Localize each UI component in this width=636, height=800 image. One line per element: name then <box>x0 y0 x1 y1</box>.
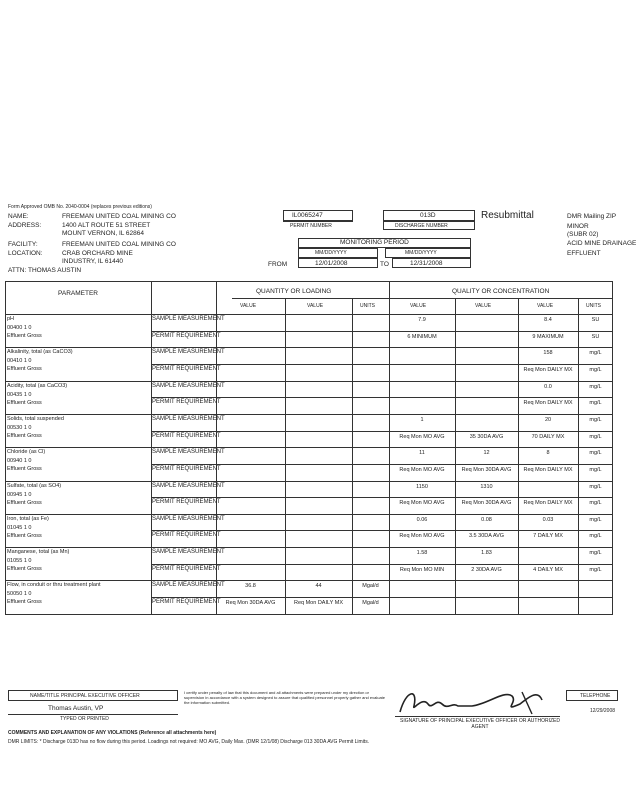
permit-requirement-label: PERMIT REQUIREMENT <box>152 365 221 372</box>
permit-requirement-label: PERMIT REQUIREMENT <box>152 532 221 539</box>
permit-value[interactable]: 70 DAILY MX <box>531 433 565 440</box>
permit-value[interactable]: 35 30DA AVG <box>469 433 504 440</box>
parameter-code: 01055 1 0 <box>7 558 32 565</box>
permit-requirement-label: PERMIT REQUIREMENT <box>152 565 221 572</box>
form-note: Form Approved OMB No. 2040-0004 (replaces previous editions) <box>8 204 152 210</box>
sample-measurement-label: SAMPLE MEASUREMENT <box>152 449 225 456</box>
sample-measurement-label: SAMPLE MEASUREMENT <box>152 349 225 356</box>
permit-requirement-label: PERMIT REQUIREMENT <box>152 599 221 606</box>
signature-label: SIGNATURE OF PRINCIPAL EXECUTIVE OFFICER OR AUTHORIZED AGENT <box>400 718 560 730</box>
header-value-c1: VALUE <box>410 303 427 309</box>
sample-value[interactable]: 8 <box>546 450 550 457</box>
permit-value[interactable]: 3.5 30DA AVG <box>468 533 505 540</box>
parameter-location: Effluent Gross <box>7 366 42 373</box>
permit-value[interactable]: Req Mon DAILY MX <box>523 500 573 507</box>
header-units-c: UNITS <box>586 303 601 309</box>
attn-line: ATTN: THOMAS AUSTIN <box>8 267 82 274</box>
sample-value[interactable]: mg/L <box>589 450 602 457</box>
sample-value[interactable]: 8.4 <box>544 317 552 323</box>
discharge-number: 013D <box>420 212 436 219</box>
parameter-code: 01045 1 0 <box>7 524 32 531</box>
permit-value[interactable]: Req Mon MO AVG <box>399 533 445 540</box>
permit-value[interactable]: 9 MAXIMUM <box>532 333 564 340</box>
sample-value[interactable]: 36.8 <box>245 583 256 590</box>
resubmittal-label: Resubmittal <box>481 210 534 221</box>
parameter-name: Iron, total (as Fe) <box>7 515 49 522</box>
right-info-3: (SUBR 02) <box>567 231 599 238</box>
permit-value[interactable]: 6 MINIMUM <box>407 333 437 340</box>
header-value-q1: VALUE <box>240 303 257 309</box>
parameter-location: Effluent Gross <box>7 466 42 473</box>
parameter-name: Acidity, total (as CaCO3) <box>7 382 68 389</box>
footnote: DMR LIMITS: * Discharge 013D has no flow during this period. Loadings not required: MO AVG, Daily Max. (DMR 12/1/08) Discharge 013 30DA AVG Permit Limits. <box>8 739 370 745</box>
right-info-1: DMR Mailing ZIP <box>567 213 617 220</box>
parameter-name: Sulfate, total (as SO4) <box>7 482 62 489</box>
sample-value[interactable]: 0.08 <box>481 516 492 523</box>
header-parameter: PARAMETER <box>58 290 98 297</box>
permit-value[interactable]: Req Mon MO MIN <box>399 566 445 573</box>
permit-requirement-label: PERMIT REQUIREMENT <box>152 399 221 406</box>
sample-value[interactable]: 1 <box>420 416 424 423</box>
right-info-2: MINOR <box>567 223 589 230</box>
date-value: 12/29/2008 <box>590 708 616 714</box>
parameter-location: Effluent Gross <box>7 566 42 573</box>
sample-measurement-label: SAMPLE MEASUREMENT <box>152 415 225 422</box>
permit-value[interactable]: mg/L <box>589 433 602 440</box>
sample-value[interactable]: mg/L <box>589 516 602 523</box>
parameter-location: Effluent Gross <box>7 532 42 539</box>
name-label: NAME: <box>8 213 29 220</box>
certification-text: I certify under penalty of law that this document and all attachments were prepared under my direction or supervision in accordance with a system designed to assure that qualified personnel properly gather and evaluate the information submitted. <box>184 690 386 705</box>
right-info-5: EFFLUENT <box>567 250 601 257</box>
parameter-code: 00940 1 0 <box>7 458 32 465</box>
permit-value[interactable]: Req Mon 30DA AVG <box>461 466 512 473</box>
header-units-q: UNITS <box>360 303 375 309</box>
sample-value[interactable]: 1150 <box>416 483 428 490</box>
header-quality: QUALITY OR CONCENTRATION <box>452 288 550 295</box>
address-line1: 1400 ALT ROUTE 51 STREET <box>62 222 151 229</box>
parameter-code: 00400 1 0 <box>7 325 32 331</box>
sample-value[interactable]: 11 <box>419 450 425 457</box>
sample-measurement-label: SAMPLE MEASUREMENT <box>152 482 225 489</box>
address-line2: MOUNT VERNON, IL 62864 <box>62 230 144 237</box>
permit-value[interactable]: Req Mon 30DA AVG <box>461 500 512 507</box>
name-value: FREEMAN UNITED COAL MINING CO <box>62 213 176 220</box>
sample-value[interactable]: mg/L <box>589 483 602 490</box>
sample-value[interactable]: 44 <box>315 583 322 590</box>
header-value-c3: VALUE <box>537 303 554 309</box>
facility-label: FACILITY: <box>8 241 38 248</box>
comments-label: COMMENTS AND EXPLANATION OF ANY VIOLATIONS (Reference all attachments here) <box>8 730 217 736</box>
permit-value[interactable]: mg/L <box>589 466 602 473</box>
location-label: LOCATION: <box>8 250 43 257</box>
sample-value[interactable]: mg/L <box>589 350 602 357</box>
telephone-label: TELEPHONE <box>580 693 611 699</box>
permit-value[interactable]: 4 DAILY MX <box>533 566 563 573</box>
permit-value[interactable]: Req Mon DAILY MX <box>293 600 343 607</box>
permit-value[interactable]: mg/L <box>589 566 602 573</box>
permit-number: IL0065247 <box>292 212 323 219</box>
permit-value[interactable]: Req Mon DAILY MX <box>523 366 573 373</box>
sample-value[interactable]: 7.9 <box>418 317 426 323</box>
permit-value[interactable]: Req Mon DAILY MX <box>523 466 573 473</box>
sample-measurement-label: SAMPLE MEASUREMENT <box>152 515 225 522</box>
parameter-code: 00435 1 0 <box>7 391 32 398</box>
sample-value[interactable]: 1310 <box>480 483 493 490</box>
sample-measurement-label: SAMPLE MEASUREMENT <box>152 549 225 556</box>
parameter-name: Flow, in conduit or thru treatment plant <box>7 582 101 589</box>
from-format: MM/DD/YYYY <box>315 250 347 256</box>
sample-value[interactable]: 1.58 <box>416 550 428 557</box>
officer-label: NAME/TITLE PRINCIPAL EXECUTIVE OFFICER <box>30 693 140 699</box>
permit-value[interactable]: mg/L <box>589 400 602 407</box>
location-line1: CRAB ORCHARD MINE <box>62 250 133 257</box>
officer-name: Thomas Austin, VP <box>48 705 104 712</box>
to-label: TO <box>380 261 389 268</box>
location-line2: INDUSTRY, IL 61440 <box>62 258 123 265</box>
permit-value[interactable]: mg/L <box>589 366 602 373</box>
sample-value[interactable]: 12 <box>483 450 490 457</box>
parameter-location: Effluent Gross <box>7 399 42 406</box>
sample-measurement-label: SAMPLE MEASUREMENT <box>152 316 225 322</box>
permit-value[interactable]: Req Mon MO AVG <box>399 500 445 507</box>
sample-value[interactable]: Mgal/d <box>362 583 379 590</box>
parameter-name: Chloride (as Cl) <box>7 449 46 456</box>
discharge-number-label: DISCHARGE NUMBER <box>395 223 448 229</box>
permit-value[interactable]: Req Mon 30DA AVG <box>225 600 276 607</box>
from-date: 12/01/2008 <box>315 260 348 267</box>
sample-value[interactable]: 20 <box>544 416 552 423</box>
permit-value[interactable]: mg/L <box>589 533 602 540</box>
typed-label: TYPED OR PRINTED <box>60 716 109 722</box>
permit-value[interactable]: Mgal/d <box>362 600 379 607</box>
to-format: MM/DD/YYYY <box>405 250 437 256</box>
sample-value[interactable]: 0.06 <box>416 516 428 523</box>
header-value-q2: VALUE <box>307 303 324 309</box>
sample-value[interactable]: 0.0 <box>544 383 552 390</box>
permit-value[interactable]: Req Mon DAILY MX <box>523 400 573 407</box>
parameter-location: Effluent Gross <box>7 333 42 339</box>
parameter-location: Effluent Gross <box>7 432 42 439</box>
parameter-code: 00945 1 0 <box>7 491 32 498</box>
permit-value[interactable]: mg/L <box>589 500 602 507</box>
permit-value[interactable]: Req Mon MO AVG <box>399 466 445 473</box>
sample-value[interactable]: mg/L <box>589 550 602 557</box>
sample-value[interactable]: 0.03 <box>542 516 554 523</box>
permit-value[interactable]: 7 DAILY MX <box>533 533 563 540</box>
permit-requirement-label: PERMIT REQUIREMENT <box>152 332 221 339</box>
permit-requirement-label: PERMIT REQUIREMENT <box>152 499 221 506</box>
sample-value[interactable]: mg/L <box>589 416 602 423</box>
permit-requirement-label: PERMIT REQUIREMENT <box>152 432 221 439</box>
parameter-code: 00530 1 0 <box>7 424 32 431</box>
to-date: 12/31/2008 <box>410 260 443 267</box>
right-info-4: ACID MINE DRAINAGE <box>567 240 636 247</box>
monitoring-period-label: MONITORING PERIOD <box>340 239 409 246</box>
sample-value[interactable]: 158 <box>543 350 553 357</box>
permit-value[interactable]: Req Mon MO AVG <box>399 433 445 440</box>
parameter-name: pH <box>7 316 15 322</box>
sample-value[interactable]: 1.83 <box>481 550 492 557</box>
permit-number-label: PERMIT NUMBER <box>290 223 332 229</box>
from-label: FROM <box>268 261 288 268</box>
parameter-location: Effluent Gross <box>7 599 42 606</box>
header-value-c2: VALUE <box>475 303 492 309</box>
permit-value[interactable]: 2 30DA AVG <box>471 566 502 573</box>
sample-value[interactable]: SU <box>591 317 600 323</box>
parameter-name: Solids, total suspended <box>7 415 64 422</box>
permit-requirement-label: PERMIT REQUIREMENT <box>152 465 221 472</box>
facility-value: FREEMAN UNITED COAL MINING CO <box>62 241 176 248</box>
signature-image <box>392 686 562 716</box>
parameter-name: Manganese, total (as Mn) <box>7 549 70 556</box>
parameter-code: 50050 1 0 <box>7 591 32 598</box>
sample-value[interactable]: mg/L <box>589 383 602 390</box>
permit-value[interactable]: SU <box>591 333 600 340</box>
address-label: ADDRESS: <box>8 222 42 229</box>
parameter-location: Effluent Gross <box>7 499 42 506</box>
sample-measurement-label: SAMPLE MEASUREMENT <box>152 582 225 589</box>
sample-measurement-label: SAMPLE MEASUREMENT <box>152 382 225 389</box>
header-quantity: QUANTITY OR LOADING <box>256 288 332 295</box>
parameter-name: Alkalinity, total (as CaCO3) <box>7 349 73 356</box>
parameter-code: 00410 1 0 <box>7 358 32 365</box>
